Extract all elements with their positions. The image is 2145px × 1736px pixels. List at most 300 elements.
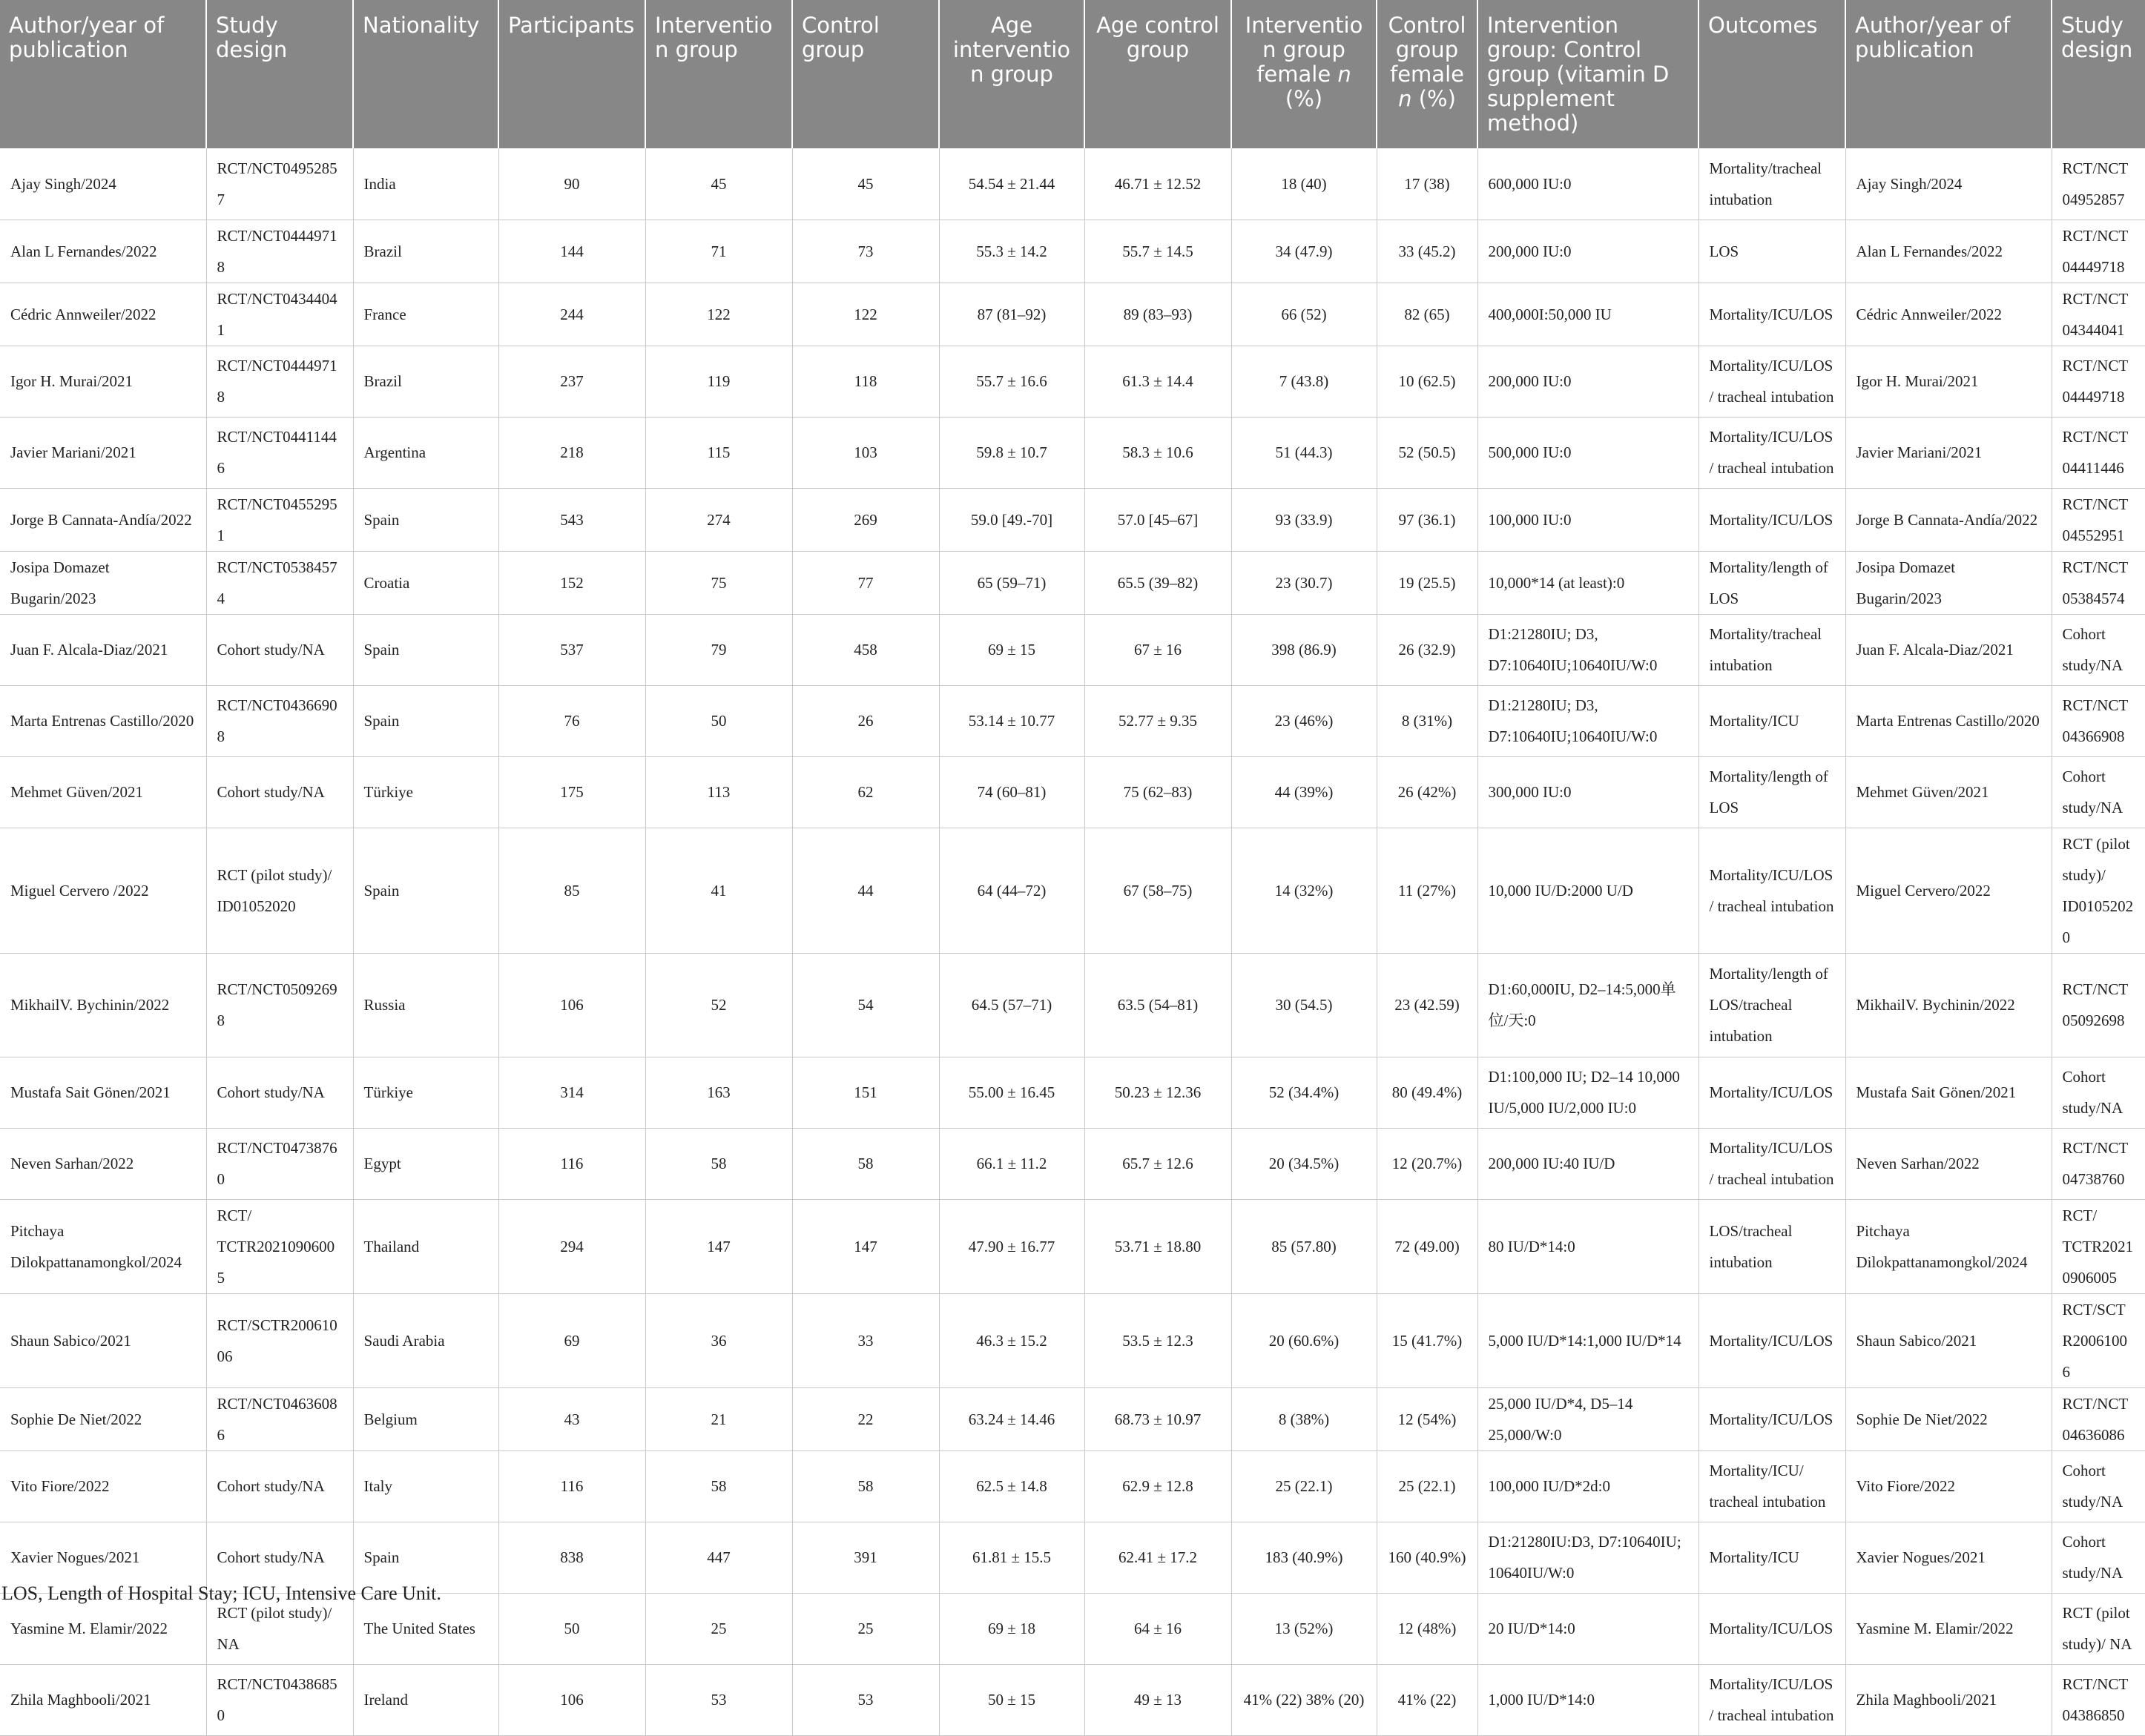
header-study-design: Study design bbox=[206, 0, 353, 148]
intervention-n-cell: 41 bbox=[645, 828, 792, 953]
age-intervention-cell: 63.24 ± 14.46 bbox=[939, 1387, 1084, 1450]
intervention-female-cell: 44 (39%) bbox=[1231, 756, 1377, 828]
age-intervention-cell: 55.3 ± 14.2 bbox=[939, 220, 1084, 283]
outcomes-cell: Mortality/ICU/LOS/ tracheal intubation bbox=[1698, 828, 1845, 953]
design-repeat-cell: RCT/NCT04952857 bbox=[2052, 148, 2145, 220]
outcomes-cell: Mortality/ICU/LOS bbox=[1698, 1293, 1845, 1387]
age-intervention-cell: 59.0 [49.-70] bbox=[939, 488, 1084, 551]
supplement-method-cell: 600,000 IU:0 bbox=[1477, 148, 1698, 220]
age-intervention-cell: 64 (44–72) bbox=[939, 828, 1084, 953]
author-cell: Jorge B Cannata-Andía/2022 bbox=[0, 488, 206, 551]
nationality-cell: Spain bbox=[353, 488, 498, 551]
control-n-cell: 103 bbox=[792, 417, 939, 488]
intervention-n-cell: 53 bbox=[645, 1664, 792, 1735]
participants-cell: 50 bbox=[498, 1593, 645, 1664]
design-repeat-cell: RCT/NCT04738760 bbox=[2052, 1128, 2145, 1199]
table-row bbox=[0, 756, 2145, 828]
control-n-cell: 58 bbox=[792, 1128, 939, 1199]
intervention-female-cell: 52 (34.4%) bbox=[1231, 1057, 1377, 1128]
intervention-female-cell: 20 (34.5%) bbox=[1231, 1128, 1377, 1199]
control-female-cell: 12 (54%) bbox=[1377, 1387, 1477, 1450]
design-cell: RCT/NCT04449718 bbox=[206, 220, 353, 283]
author-cell: Neven Sarhan/2022 bbox=[0, 1128, 206, 1199]
intervention-female-cell: 20 (60.6%) bbox=[1231, 1293, 1377, 1387]
intervention-n-cell: 447 bbox=[645, 1522, 792, 1593]
age-control-cell: 63.5 (54–81) bbox=[1084, 953, 1231, 1057]
design-repeat-cell: Cohort study/NA bbox=[2052, 756, 2145, 828]
table-body bbox=[0, 148, 2145, 1735]
table-footnote: LOS, Length of Hospital Stay; ICU, Intensive Care Unit. bbox=[1, 1582, 441, 1604]
intervention-female-cell: 7 (43.8) bbox=[1231, 346, 1377, 417]
intervention-n-cell: 50 bbox=[645, 685, 792, 756]
age-intervention-cell: 55.7 ± 16.6 bbox=[939, 346, 1084, 417]
intervention-female-cell: 183 (40.9%) bbox=[1231, 1522, 1377, 1593]
table-row bbox=[0, 1387, 2145, 1450]
table-row bbox=[0, 1199, 2145, 1293]
author-repeat-cell: Mustafa Sait Gönen/2021 bbox=[1845, 1057, 2052, 1128]
intervention-n-cell: 75 bbox=[645, 551, 792, 614]
nationality-cell: Brazil bbox=[353, 346, 498, 417]
design-cell: RCT/ TCTR20210906005 bbox=[206, 1199, 353, 1293]
design-repeat-cell: RCT/ TCTR20210906005 bbox=[2052, 1199, 2145, 1293]
age-intervention-cell: 69 ± 15 bbox=[939, 614, 1084, 685]
intervention-female-cell: 34 (47.9) bbox=[1231, 220, 1377, 283]
supplement-method-cell: 400,000I:50,000 IU bbox=[1477, 283, 1698, 346]
design-repeat-cell: RCT/NCT04552951 bbox=[2052, 488, 2145, 551]
control-n-cell: 73 bbox=[792, 220, 939, 283]
design-repeat-cell: RCT/NCT04411446 bbox=[2052, 417, 2145, 488]
intervention-female-cell: 30 (54.5) bbox=[1231, 953, 1377, 1057]
intervention-n-cell: 52 bbox=[645, 953, 792, 1057]
header-participants: Participants bbox=[498, 0, 645, 148]
design-cell: RCT/NCT04344041 bbox=[206, 283, 353, 346]
control-female-cell: 82 (65) bbox=[1377, 283, 1477, 346]
participants-cell: 152 bbox=[498, 551, 645, 614]
design-repeat-cell: RCT/SCTR20061006 bbox=[2052, 1293, 2145, 1387]
participants-cell: 537 bbox=[498, 614, 645, 685]
author-cell: Josipa Domazet Bugarin/2023 bbox=[0, 551, 206, 614]
age-control-cell: 67 ± 16 bbox=[1084, 614, 1231, 685]
control-n-cell: 391 bbox=[792, 1522, 939, 1593]
design-repeat-cell: RCT/NCT05384574 bbox=[2052, 551, 2145, 614]
intervention-female-cell: 23 (30.7) bbox=[1231, 551, 1377, 614]
author-repeat-cell: Marta Entrenas Castillo/2020 bbox=[1845, 685, 2052, 756]
author-repeat-cell: Mehmet Güven/2021 bbox=[1845, 756, 2052, 828]
author-repeat-cell: Neven Sarhan/2022 bbox=[1845, 1128, 2052, 1199]
header-author-year: Author/year of publication bbox=[0, 0, 206, 148]
design-cell: RCT/NCT04738760 bbox=[206, 1128, 353, 1199]
design-cell: Cohort study/NA bbox=[206, 1522, 353, 1593]
control-n-cell: 118 bbox=[792, 346, 939, 417]
design-cell: RCT/NCT04366908 bbox=[206, 685, 353, 756]
intervention-female-cell: 18 (40) bbox=[1231, 148, 1377, 220]
age-intervention-cell: 61.81 ± 15.5 bbox=[939, 1522, 1084, 1593]
author-repeat-cell: Sophie De Niet/2022 bbox=[1845, 1387, 2052, 1450]
design-cell: Cohort study/NA bbox=[206, 1450, 353, 1522]
age-control-cell: 65.5 (39–82) bbox=[1084, 551, 1231, 614]
age-control-cell: 53.71 ± 18.80 bbox=[1084, 1199, 1231, 1293]
header-author-year-repeat: Author/year of publication bbox=[1845, 0, 2052, 148]
participants-cell: 76 bbox=[498, 685, 645, 756]
intervention-female-cell: 13 (52%) bbox=[1231, 1593, 1377, 1664]
author-cell: Marta Entrenas Castillo/2020 bbox=[0, 685, 206, 756]
age-control-cell: 46.71 ± 12.52 bbox=[1084, 148, 1231, 220]
outcomes-cell: Mortality/ICU/LOS bbox=[1698, 488, 1845, 551]
design-cell: RCT/SCTR20061006 bbox=[206, 1293, 353, 1387]
supplement-method-cell: 200,000 IU:0 bbox=[1477, 220, 1698, 283]
design-cell: RCT/NCT04386850 bbox=[206, 1664, 353, 1735]
control-female-cell: 52 (50.5) bbox=[1377, 417, 1477, 488]
author-cell: Igor H. Murai/2021 bbox=[0, 346, 206, 417]
author-repeat-cell: Vito Fiore/2022 bbox=[1845, 1450, 2052, 1522]
author-cell: Mustafa Sait Gönen/2021 bbox=[0, 1057, 206, 1128]
participants-cell: 116 bbox=[498, 1450, 645, 1522]
age-control-cell: 68.73 ± 10.97 bbox=[1084, 1387, 1231, 1450]
table-row bbox=[0, 1450, 2145, 1522]
supplement-method-cell: D1:21280IU; D3, D7:10640IU;10640IU/W:0 bbox=[1477, 614, 1698, 685]
nationality-cell: France bbox=[353, 283, 498, 346]
supplement-method-cell: 10,000 IU/D:2000 U/D bbox=[1477, 828, 1698, 953]
author-cell: Pitchaya Dilokpattanamongkol/2024 bbox=[0, 1199, 206, 1293]
table-header bbox=[0, 0, 2145, 148]
outcomes-cell: Mortality/ICU bbox=[1698, 1522, 1845, 1593]
design-repeat-cell: RCT/NCT04366908 bbox=[2052, 685, 2145, 756]
outcomes-cell: Mortality/ICU/LOS bbox=[1698, 1593, 1845, 1664]
age-intervention-cell: 66.1 ± 11.2 bbox=[939, 1128, 1084, 1199]
design-repeat-cell: RCT/NCT04636086 bbox=[2052, 1387, 2145, 1450]
intervention-female-cell: 23 (46%) bbox=[1231, 685, 1377, 756]
outcomes-cell: LOS bbox=[1698, 220, 1845, 283]
header-outcomes: Outcomes bbox=[1698, 0, 1845, 148]
nationality-cell: Thailand bbox=[353, 1199, 498, 1293]
age-intervention-cell: 46.3 ± 15.2 bbox=[939, 1293, 1084, 1387]
control-female-cell: 33 (45.2) bbox=[1377, 220, 1477, 283]
control-female-cell: 19 (25.5) bbox=[1377, 551, 1477, 614]
intervention-female-cell: 14 (32%) bbox=[1231, 828, 1377, 953]
supplement-method-cell: 500,000 IU:0 bbox=[1477, 417, 1698, 488]
design-cell: RCT/NCT05384574 bbox=[206, 551, 353, 614]
author-cell: Shaun Sabico/2021 bbox=[0, 1293, 206, 1387]
outcomes-cell: Mortality/ICU bbox=[1698, 685, 1845, 756]
intervention-n-cell: 79 bbox=[645, 614, 792, 685]
author-cell: Xavier Nogues/2021 bbox=[0, 1522, 206, 1593]
supplement-method-cell: 20 IU/D*14:0 bbox=[1477, 1593, 1698, 1664]
author-repeat-cell: Shaun Sabico/2021 bbox=[1845, 1293, 2052, 1387]
nationality-cell: Saudi Arabia bbox=[353, 1293, 498, 1387]
intervention-n-cell: 122 bbox=[645, 283, 792, 346]
author-repeat-cell: Javier Mariani/2021 bbox=[1845, 417, 2052, 488]
author-repeat-cell: Jorge B Cannata-Andía/2022 bbox=[1845, 488, 2052, 551]
table-row bbox=[0, 1293, 2145, 1387]
control-n-cell: 45 bbox=[792, 148, 939, 220]
control-n-cell: 151 bbox=[792, 1057, 939, 1128]
author-repeat-cell: MikhailV. Bychinin/2022 bbox=[1845, 953, 2052, 1057]
outcomes-cell: Mortality/length of LOS bbox=[1698, 756, 1845, 828]
author-cell: Vito Fiore/2022 bbox=[0, 1450, 206, 1522]
author-repeat-cell: Yasmine M. Elamir/2022 bbox=[1845, 1593, 2052, 1664]
participants-cell: 85 bbox=[498, 828, 645, 953]
design-cell: RCT/NCT05092698 bbox=[206, 953, 353, 1057]
control-n-cell: 58 bbox=[792, 1450, 939, 1522]
supplement-method-cell: 10,000*14 (at least):0 bbox=[1477, 551, 1698, 614]
control-n-cell: 147 bbox=[792, 1199, 939, 1293]
supplement-method-cell: 25,000 IU/D*4, D5–14 25,000/W:0 bbox=[1477, 1387, 1698, 1450]
intervention-n-cell: 274 bbox=[645, 488, 792, 551]
outcomes-cell: Mortality/ICU/LOS/ tracheal intubation bbox=[1698, 417, 1845, 488]
participants-cell: 116 bbox=[498, 1128, 645, 1199]
intervention-n-cell: 163 bbox=[645, 1057, 792, 1128]
supplement-method-cell: D1:21280IU:D3, D7:10640IU; 10640IU/W:0 bbox=[1477, 1522, 1698, 1593]
header-intervention-female bbox=[1231, 0, 1377, 148]
design-cell: RCT (pilot study)/ ID01052020 bbox=[206, 828, 353, 953]
outcomes-cell: Mortality/length of LOS/tracheal intubation bbox=[1698, 953, 1845, 1057]
intervention-n-cell: 115 bbox=[645, 417, 792, 488]
header-control-female-text: Control group female n (%) bbox=[1388, 13, 1466, 111]
participants-cell: 294 bbox=[498, 1199, 645, 1293]
author-cell: Sophie De Niet/2022 bbox=[0, 1387, 206, 1450]
nationality-cell: Croatia bbox=[353, 551, 498, 614]
supplement-method-cell: 300,000 IU:0 bbox=[1477, 756, 1698, 828]
control-female-cell: 12 (20.7%) bbox=[1377, 1128, 1477, 1199]
design-repeat-cell: RCT/NCT05092698 bbox=[2052, 953, 2145, 1057]
header-age-control: Age control group bbox=[1084, 0, 1231, 148]
table-row bbox=[0, 417, 2145, 488]
author-repeat-cell: Zhila Maghbooli/2021 bbox=[1845, 1664, 2052, 1735]
author-repeat-cell: Pitchaya Dilokpattanamongkol/2024 bbox=[1845, 1199, 2052, 1293]
age-control-cell: 67 (58–75) bbox=[1084, 828, 1231, 953]
age-intervention-cell: 87 (81–92) bbox=[939, 283, 1084, 346]
participants-cell: 106 bbox=[498, 1664, 645, 1735]
control-female-cell: 97 (36.1) bbox=[1377, 488, 1477, 551]
nationality-cell: Türkiye bbox=[353, 1057, 498, 1128]
author-cell: Juan F. Alcala-Diaz/2021 bbox=[0, 614, 206, 685]
design-repeat-cell: RCT/NCT04386850 bbox=[2052, 1664, 2145, 1735]
design-cell: Cohort study/NA bbox=[206, 1057, 353, 1128]
intervention-female-cell: 85 (57.80) bbox=[1231, 1199, 1377, 1293]
age-control-cell: 62.41 ± 17.2 bbox=[1084, 1522, 1231, 1593]
age-control-cell: 57.0 [45–67] bbox=[1084, 488, 1231, 551]
supplement-method-cell: D1:60,000IU, D2–14:5,000单位/天:0 bbox=[1477, 953, 1698, 1057]
nationality-cell: Argentina bbox=[353, 417, 498, 488]
outcomes-cell: Mortality/ICU/LOS bbox=[1698, 1387, 1845, 1450]
age-control-cell: 58.3 ± 10.6 bbox=[1084, 417, 1231, 488]
control-female-cell: 160 (40.9%) bbox=[1377, 1522, 1477, 1593]
control-female-cell: 72 (49.00) bbox=[1377, 1199, 1477, 1293]
design-repeat-cell: RCT (pilot study)/ NA bbox=[2052, 1593, 2145, 1664]
age-control-cell: 65.7 ± 12.6 bbox=[1084, 1128, 1231, 1199]
outcomes-cell: Mortality/ICU/LOS/ tracheal intubation bbox=[1698, 1128, 1845, 1199]
table-row bbox=[0, 220, 2145, 283]
participants-cell: 237 bbox=[498, 346, 645, 417]
outcomes-cell: Mortality/tracheal intubation bbox=[1698, 148, 1845, 220]
age-intervention-cell: 53.14 ± 10.77 bbox=[939, 685, 1084, 756]
supplement-method-cell: D1:100,000 IU; D2–14 10,000 IU/5,000 IU/2,000 IU:0 bbox=[1477, 1057, 1698, 1128]
age-intervention-cell: 55.00 ± 16.45 bbox=[939, 1057, 1084, 1128]
intervention-n-cell: 58 bbox=[645, 1450, 792, 1522]
header-control-female bbox=[1377, 0, 1477, 148]
intervention-n-cell: 113 bbox=[645, 756, 792, 828]
table-row bbox=[0, 346, 2145, 417]
supplement-method-cell: 200,000 IU:40 IU/D bbox=[1477, 1128, 1698, 1199]
control-female-cell: 41% (22) bbox=[1377, 1664, 1477, 1735]
author-repeat-cell: Ajay Singh/2024 bbox=[1845, 148, 2052, 220]
author-repeat-cell: Igor H. Murai/2021 bbox=[1845, 346, 2052, 417]
table-row bbox=[0, 685, 2145, 756]
age-control-cell: 49 ± 13 bbox=[1084, 1664, 1231, 1735]
intervention-female-cell: 8 (38%) bbox=[1231, 1387, 1377, 1450]
control-female-cell: 26 (32.9) bbox=[1377, 614, 1477, 685]
outcomes-cell: Mortality/ICU/ tracheal intubation bbox=[1698, 1450, 1845, 1522]
age-intervention-cell: 47.90 ± 16.77 bbox=[939, 1199, 1084, 1293]
control-female-cell: 17 (38) bbox=[1377, 148, 1477, 220]
age-intervention-cell: 62.5 ± 14.8 bbox=[939, 1450, 1084, 1522]
author-cell: Javier Mariani/2021 bbox=[0, 417, 206, 488]
control-female-cell: 23 (42.59) bbox=[1377, 953, 1477, 1057]
outcomes-cell: Mortality/tracheal intubation bbox=[1698, 614, 1845, 685]
table-row bbox=[0, 1664, 2145, 1735]
header-control-group: Control group bbox=[792, 0, 939, 148]
age-intervention-cell: 64.5 (57–71) bbox=[939, 953, 1084, 1057]
participants-cell: 90 bbox=[498, 148, 645, 220]
outcomes-cell: Mortality/ICU/LOS/ tracheal intubation bbox=[1698, 1664, 1845, 1735]
author-repeat-cell: Josipa Domazet Bugarin/2023 bbox=[1845, 551, 2052, 614]
supplement-method-cell: 100,000 IU/D*2d:0 bbox=[1477, 1450, 1698, 1522]
participants-cell: 838 bbox=[498, 1522, 645, 1593]
intervention-female-cell: 398 (86.9) bbox=[1231, 614, 1377, 685]
design-cell: RCT (pilot study)/ NA bbox=[206, 1593, 353, 1664]
nationality-cell: Spain bbox=[353, 614, 498, 685]
author-cell: Zhila Maghbooli/2021 bbox=[0, 1664, 206, 1735]
nationality-cell: Spain bbox=[353, 685, 498, 756]
age-control-cell: 61.3 ± 14.4 bbox=[1084, 346, 1231, 417]
control-n-cell: 33 bbox=[792, 1293, 939, 1387]
outcomes-cell: Mortality/ICU/LOS bbox=[1698, 1057, 1845, 1128]
nationality-cell: Russia bbox=[353, 953, 498, 1057]
header-supplement-method: Intervention group: Control group (vitamin D supplement method) bbox=[1477, 0, 1698, 148]
intervention-female-cell: 93 (33.9) bbox=[1231, 488, 1377, 551]
control-female-cell: 12 (48%) bbox=[1377, 1593, 1477, 1664]
author-repeat-cell: Juan F. Alcala-Diaz/2021 bbox=[1845, 614, 2052, 685]
outcomes-cell: Mortality/ICU/LOS bbox=[1698, 283, 1845, 346]
control-n-cell: 62 bbox=[792, 756, 939, 828]
nationality-cell: Ireland bbox=[353, 1664, 498, 1735]
participants-cell: 175 bbox=[498, 756, 645, 828]
age-control-cell: 75 (62–83) bbox=[1084, 756, 1231, 828]
author-cell: Mehmet Güven/2021 bbox=[0, 756, 206, 828]
design-cell: RCT/NCT04636086 bbox=[206, 1387, 353, 1450]
age-control-cell: 55.7 ± 14.5 bbox=[1084, 220, 1231, 283]
table-row bbox=[0, 1128, 2145, 1199]
design-repeat-cell: Cohort study/NA bbox=[2052, 1057, 2145, 1128]
intervention-female-cell: 66 (52) bbox=[1231, 283, 1377, 346]
design-cell: Cohort study/NA bbox=[206, 756, 353, 828]
design-cell: RCT/NCT04552951 bbox=[206, 488, 353, 551]
age-intervention-cell: 69 ± 18 bbox=[939, 1593, 1084, 1664]
table-row bbox=[0, 551, 2145, 614]
author-cell: Yasmine M. Elamir/2022 bbox=[0, 1593, 206, 1664]
table-row bbox=[0, 614, 2145, 685]
participants-cell: 144 bbox=[498, 220, 645, 283]
nationality-cell: Türkiye bbox=[353, 756, 498, 828]
control-n-cell: 22 bbox=[792, 1387, 939, 1450]
control-female-cell: 26 (42%) bbox=[1377, 756, 1477, 828]
nationality-cell: India bbox=[353, 148, 498, 220]
nationality-cell: Italy bbox=[353, 1450, 498, 1522]
author-cell: Ajay Singh/2024 bbox=[0, 148, 206, 220]
outcomes-cell: LOS/tracheal intubation bbox=[1698, 1199, 1845, 1293]
age-control-cell: 53.5 ± 12.3 bbox=[1084, 1293, 1231, 1387]
supplement-method-cell: 1,000 IU/D*14:0 bbox=[1477, 1664, 1698, 1735]
intervention-n-cell: 21 bbox=[645, 1387, 792, 1450]
control-female-cell: 15 (41.7%) bbox=[1377, 1293, 1477, 1387]
intervention-n-cell: 45 bbox=[645, 148, 792, 220]
control-n-cell: 53 bbox=[792, 1664, 939, 1735]
author-cell: MikhailV. Bychinin/2022 bbox=[0, 953, 206, 1057]
author-cell: Miguel Cervero /2022 bbox=[0, 828, 206, 953]
header-intervention-female-text: Intervention group female n (%) bbox=[1245, 13, 1363, 111]
header-age-intervention: Age intervention group bbox=[939, 0, 1084, 148]
table-row bbox=[0, 953, 2145, 1057]
supplement-method-cell: 100,000 IU:0 bbox=[1477, 488, 1698, 551]
control-female-cell: 80 (49.4%) bbox=[1377, 1057, 1477, 1128]
header-study-design-repeat: Study design bbox=[2052, 0, 2145, 148]
nationality-cell: Egypt bbox=[353, 1128, 498, 1199]
intervention-n-cell: 119 bbox=[645, 346, 792, 417]
header-nationality: Nationality bbox=[353, 0, 498, 148]
nationality-cell: Belgium bbox=[353, 1387, 498, 1450]
supplement-method-cell: D1:21280IU; D3, D7:10640IU;10640IU/W:0 bbox=[1477, 685, 1698, 756]
age-intervention-cell: 59.8 ± 10.7 bbox=[939, 417, 1084, 488]
age-intervention-cell: 54.54 ± 21.44 bbox=[939, 148, 1084, 220]
design-repeat-cell: RCT (pilot study)/ ID01052020 bbox=[2052, 828, 2145, 953]
age-control-cell: 89 (83–93) bbox=[1084, 283, 1231, 346]
control-n-cell: 122 bbox=[792, 283, 939, 346]
intervention-n-cell: 58 bbox=[645, 1128, 792, 1199]
control-n-cell: 77 bbox=[792, 551, 939, 614]
design-repeat-cell: RCT/NCT04449718 bbox=[2052, 220, 2145, 283]
design-repeat-cell: RCT/NCT04344041 bbox=[2052, 283, 2145, 346]
design-repeat-cell: Cohort study/NA bbox=[2052, 1522, 2145, 1593]
nationality-cell: Spain bbox=[353, 828, 498, 953]
age-control-cell: 50.23 ± 12.36 bbox=[1084, 1057, 1231, 1128]
design-cell: RCT/NCT04411446 bbox=[206, 417, 353, 488]
age-control-cell: 52.77 ± 9.35 bbox=[1084, 685, 1231, 756]
age-intervention-cell: 74 (60–81) bbox=[939, 756, 1084, 828]
header-intervention-group: Intervention group bbox=[645, 0, 792, 148]
table-row bbox=[0, 1057, 2145, 1128]
author-cell: Alan L Fernandes/2022 bbox=[0, 220, 206, 283]
intervention-female-cell: 51 (44.3) bbox=[1231, 417, 1377, 488]
design-repeat-cell: Cohort study/NA bbox=[2052, 1450, 2145, 1522]
age-intervention-cell: 50 ± 15 bbox=[939, 1664, 1084, 1735]
nationality-cell: The United States bbox=[353, 1593, 498, 1664]
design-cell: Cohort study/NA bbox=[206, 614, 353, 685]
table-row bbox=[0, 828, 2145, 953]
participants-cell: 543 bbox=[498, 488, 645, 551]
participants-cell: 43 bbox=[498, 1387, 645, 1450]
design-repeat-cell: RCT/NCT04449718 bbox=[2052, 346, 2145, 417]
author-cell: Cédric Annweiler/2022 bbox=[0, 283, 206, 346]
intervention-n-cell: 147 bbox=[645, 1199, 792, 1293]
table-row bbox=[0, 488, 2145, 551]
control-n-cell: 269 bbox=[792, 488, 939, 551]
control-n-cell: 44 bbox=[792, 828, 939, 953]
nationality-cell: Brazil bbox=[353, 220, 498, 283]
author-repeat-cell: Xavier Nogues/2021 bbox=[1845, 1522, 2052, 1593]
intervention-female-cell: 25 (22.1) bbox=[1231, 1450, 1377, 1522]
control-n-cell: 26 bbox=[792, 685, 939, 756]
participants-cell: 244 bbox=[498, 283, 645, 346]
